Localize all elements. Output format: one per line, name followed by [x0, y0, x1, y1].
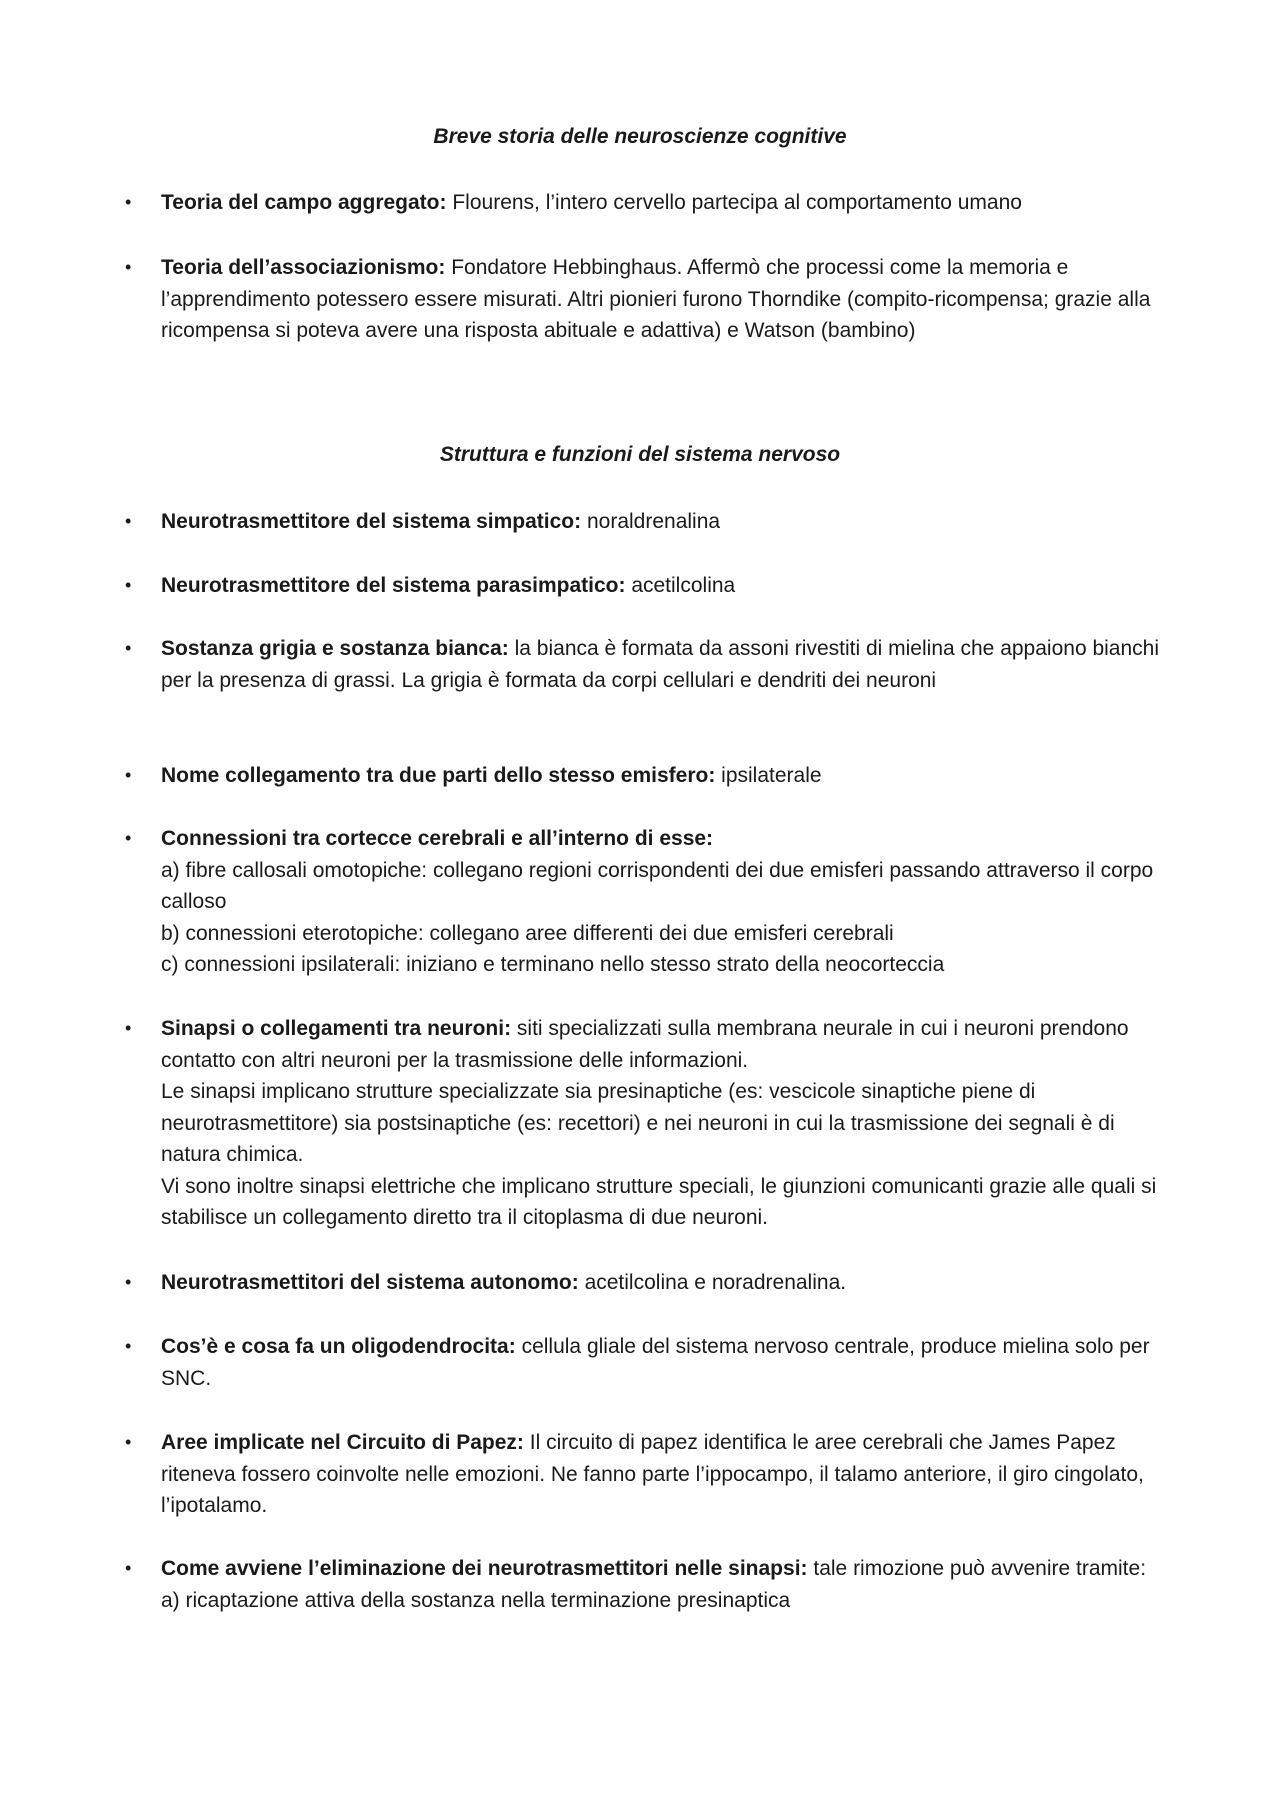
- bullet-icon: •: [125, 1558, 132, 1578]
- item-text: a) ricaptazione attiva della sostanza nella terminazione presinaptica: [161, 1588, 791, 1612]
- item-text: acetilcolina e noradrenalina.: [584, 1271, 847, 1294]
- item-label: Neurotrasmettitore del sistema simpatico:: [161, 510, 582, 533]
- item-text: Flourens, l’intero cervello partecipa al comportamento umano: [452, 191, 1022, 214]
- bullet-icon: •: [125, 638, 132, 658]
- item-label: Teoria del campo aggregato:: [161, 191, 447, 214]
- item-label: Connessioni tra cortecce cerebrali e all’interno di esse:: [161, 827, 714, 850]
- item-text: Vi sono inoltre sinapsi elettriche che implicano strutture speciali, le giunzioni comunicanti grazie alle quali si stabilisce un collegamento diretto tra il citoplasma di due neuroni.: [161, 1174, 1157, 1229]
- bullet-icon: •: [125, 1018, 132, 1038]
- item-label: Neurotrasmettitore del sistema parasimpatico:: [161, 574, 626, 597]
- item-text: noraldrenalina: [586, 510, 721, 533]
- item-label: Cos’è e cosa fa un oligodendrocita:: [161, 1335, 516, 1358]
- bullet-icon: •: [125, 1432, 132, 1452]
- item-text: Il circuito di papez identifica le aree cerebrali che James Papez riteneva fossero coinvolte nelle emozioni. Ne fanno parte l’ippocampo, il talamo anteriore, il giro cingolato, l’ipotalamo.: [161, 1431, 1144, 1517]
- item-label: Teoria dell’associazionismo:: [161, 256, 446, 279]
- item-label: Aree implicate nel Circuito di Papez:: [161, 1431, 524, 1454]
- item-text: ipsilaterale: [721, 764, 822, 787]
- item-label: Nome collegamento tra due parti dello stesso emisfero:: [161, 764, 716, 787]
- item-text: tale rimozione può avvenire tramite:: [813, 1557, 1147, 1580]
- item-text: siti specializzati sulla membrana neurale in cui i neuroni prendono contatto con altri neuroni per la trasmissione delle informazioni.: [161, 1017, 1129, 1072]
- item-text: b) connessioni eterotopiche: collegano aree differenti dei due emisferi cerebrali: [161, 921, 894, 945]
- bullet-icon: •: [125, 828, 132, 848]
- item-label: Sinapsi o collegamenti tra neuroni:: [161, 1017, 512, 1040]
- section-title-nervous-system: Struttura e funzioni del sistema nervoso: [439, 443, 841, 466]
- section-title-history: Breve storia delle neuroscienze cognitive: [433, 125, 847, 148]
- item-label: Sostanza grigia e sostanza bianca:: [161, 637, 509, 660]
- bullet-icon: •: [125, 575, 132, 595]
- bullet-icon: •: [125, 257, 132, 277]
- item-text: cellula gliale del sistema nervoso centrale, produce mielina solo per SNC.: [161, 1335, 1150, 1390]
- bullet-icon: •: [125, 511, 132, 531]
- item-text: c) connessioni ipsilaterali: iniziano e terminano nello stesso strato della neocorteccia: [161, 953, 945, 976]
- bullet-icon: •: [125, 765, 132, 785]
- item-text: la bianca è formata da assoni rivestiti di mielina che appaiono bianchi per la presenza di grassi. La grigia è formata da corpi cellulari e dendriti dei neuroni: [161, 637, 1160, 692]
- bullet-icon: •: [125, 1336, 132, 1356]
- bullet-icon: •: [125, 1272, 132, 1292]
- item-text: acetilcolina: [631, 574, 736, 597]
- item-text: Fondatore Hebbinghaus. Affermò che processi come la memoria e l’apprendimento potessero essere misurati. Altri pionieri furono Thorndike (compito-ricompensa; grazie alla ricompensa si poteva avere una risposta abituale e adattiva) e Watson (bambino): [161, 256, 1151, 342]
- item-text: a) fibre callosali omotopiche: collegano regioni corrispondenti dei due emisferi passando attraverso il corpo calloso: [161, 858, 1154, 913]
- bullet-icon: •: [125, 192, 132, 212]
- item-label: Come avviene l’eliminazione dei neurotrasmettitori nelle sinapsi:: [161, 1557, 808, 1580]
- item-label: Neurotrasmettitori del sistema autonomo:: [161, 1271, 579, 1294]
- item-text: Le sinapsi implicano strutture specializzate sia presinaptiche (es: vescicole sinaptiche piene di neurotrasmettitore) sia postsinaptiche (es: recettori) e nei neuroni in cui la trasmissione dei segnali è di natura chimica.: [161, 1080, 1115, 1166]
